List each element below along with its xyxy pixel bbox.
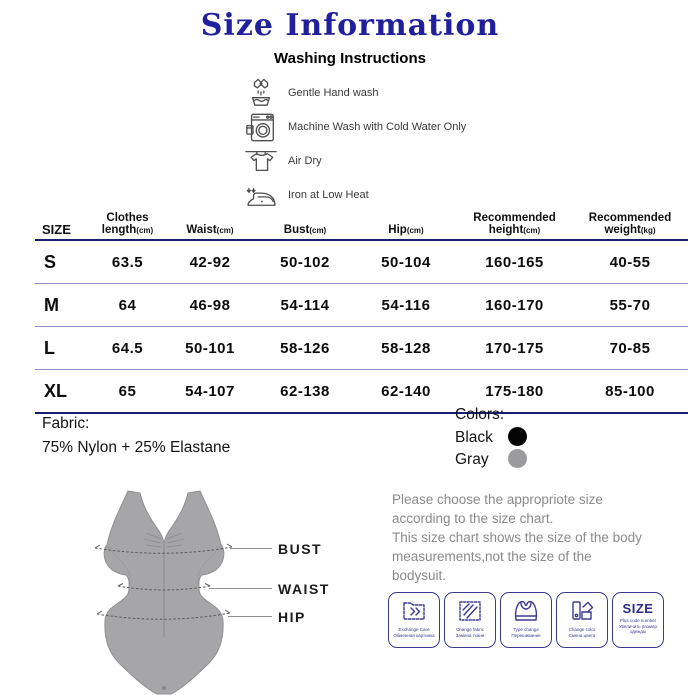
col-header-bust: Bust(cm) — [283, 224, 327, 236]
hand-wash-icon — [243, 78, 279, 109]
change-color-icon — [569, 597, 595, 625]
washing-item-label: Air Dry — [288, 155, 322, 167]
size-table-header — [35, 204, 688, 241]
color-option-black: Black — [455, 429, 535, 447]
size-badge-icon: SIZE — [622, 601, 654, 616]
badge-caption: Type change Перешивание — [511, 627, 541, 638]
col-header-clothes-length: Clothes length(cm) — [101, 212, 154, 236]
hip-label: HIP — [278, 609, 306, 625]
exchange-size-icon — [401, 597, 427, 625]
bodysuit-illustration — [85, 487, 235, 699]
washing-item-air-dry — [243, 144, 466, 178]
washing-instructions-heading: Washing Instructions — [274, 50, 426, 67]
hip-pointer-line — [228, 616, 272, 617]
black-color-swatch — [508, 427, 527, 446]
col-header-size: SIZE — [42, 222, 71, 237]
badge-change-color — [556, 592, 608, 648]
badge-change-fabric — [444, 592, 496, 648]
col-header-hip: Hip(cm) — [388, 224, 424, 236]
service-badges-row — [388, 592, 664, 648]
badge-caption: Change fabric Замена ткани — [455, 627, 485, 638]
fabric-value: 75% Nylon + 25% Elastane — [42, 439, 231, 456]
washing-item-label: Machine Wash with Cold Water Only — [288, 121, 467, 133]
badge-caption: Plus code number Увеличить размер одежды — [618, 618, 658, 634]
bust-pointer-line — [230, 548, 272, 549]
size-note: Please choose the appropriote size according to the size chart. This size chart shows the size of the body measurements,not the size of the bodysuit. — [392, 492, 642, 583]
col-header-waist: Waist(cm) — [186, 224, 234, 236]
badge-type-change — [500, 592, 552, 648]
washing-item-label: Iron at Low Heat — [288, 189, 369, 201]
size-row-m: M 64 46-98 54-114 54-116 160-170 55-70 — [35, 284, 688, 327]
colors-label: Colors: — [455, 406, 505, 423]
size-row-l: L 64.5 50-101 58-126 58-128 170-175 70-85 — [35, 327, 688, 370]
col-header-rec-height: Recommended height(cm) — [473, 212, 556, 236]
color-option-gray: Gray — [455, 451, 535, 469]
air-dry-icon — [243, 146, 279, 177]
washing-item-label: Gentle Hand wash — [288, 87, 379, 99]
size-row-s: S 63.5 42-92 50-102 50-104 160-165 40-55 — [35, 241, 688, 284]
badge-caption: Change color Смена цвета — [568, 627, 596, 638]
washing-instructions-list — [243, 76, 466, 212]
page-title: Size Information — [200, 8, 500, 43]
size-row-xl: XL 65 54-107 62-138 62-140 175-180 85-100 — [35, 370, 688, 414]
washing-item-machine-wash — [243, 110, 466, 144]
badge-size-plus — [612, 592, 664, 648]
bust-label: BUST — [278, 541, 323, 557]
fabric-label: Fabric: — [42, 415, 90, 432]
badge-caption: Exchange Care Обменная картинка — [393, 627, 435, 638]
machine-wash-icon — [243, 112, 279, 143]
waist-label: WAIST — [278, 581, 330, 597]
badge-exchange-size — [388, 592, 440, 648]
size-table — [35, 204, 688, 414]
type-change-icon — [512, 597, 540, 625]
col-header-rec-weight: Recommended weight(kg) — [588, 212, 672, 236]
change-fabric-icon — [457, 597, 483, 625]
gray-color-swatch — [508, 449, 527, 468]
waist-pointer-line — [209, 588, 272, 589]
washing-item-hand-wash — [243, 76, 466, 110]
